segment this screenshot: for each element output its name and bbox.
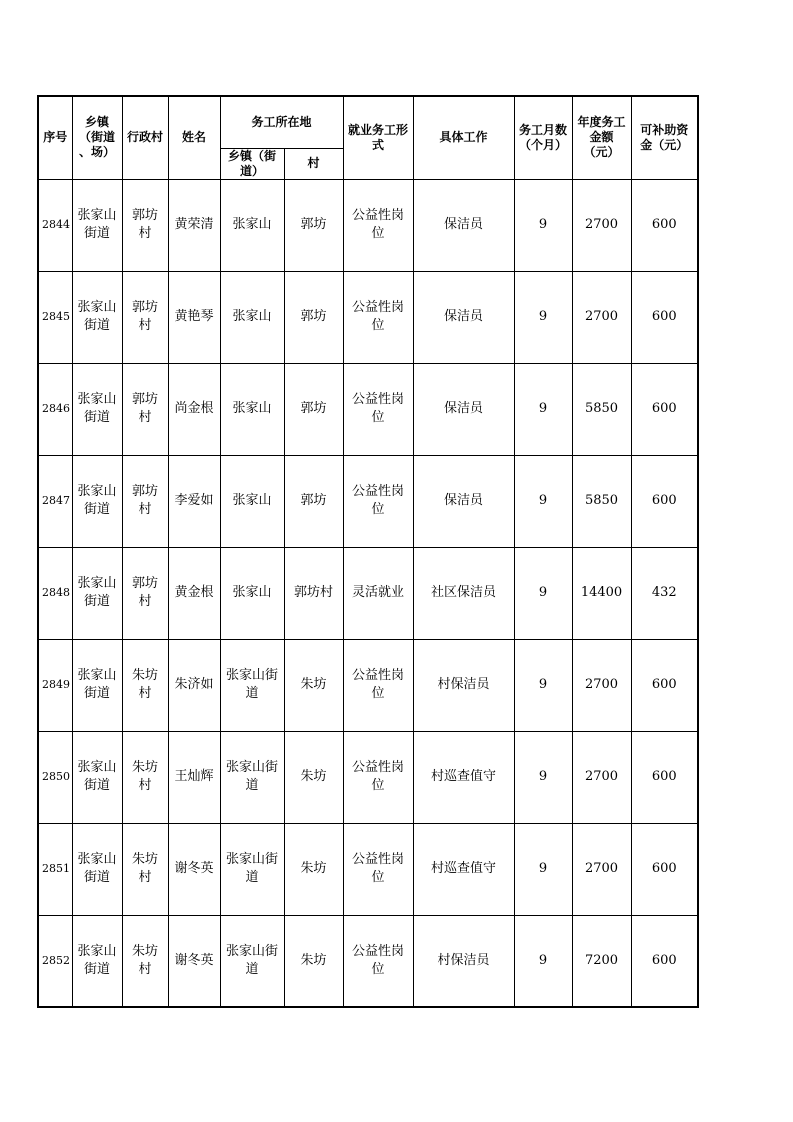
- cell-job-form: 公益性岗 位: [343, 363, 413, 455]
- cell-township: 张家山 街道: [72, 363, 122, 455]
- header-township: 乡镇 （街道 、场）: [72, 96, 122, 179]
- cell-name: 黄荣清: [168, 179, 220, 271]
- table-row: [38, 455, 698, 547]
- cell-loc-township: 张家山: [220, 455, 284, 547]
- cell-annual-amount: 2700: [572, 639, 631, 731]
- cell-township: 张家山 街道: [72, 915, 122, 1007]
- cell-seq: 2844: [38, 179, 72, 271]
- table-row: [38, 639, 698, 731]
- table-row: [38, 547, 698, 639]
- header-row: [38, 96, 698, 148]
- cell-village: 郭坊 村: [122, 547, 168, 639]
- cell-job: 村保洁员: [413, 639, 514, 731]
- cell-job-form: 公益性岗 位: [343, 915, 413, 1007]
- cell-name: 尚金根: [168, 363, 220, 455]
- cell-loc-village: 郭坊村: [284, 547, 343, 639]
- cell-name: 谢冬英: [168, 823, 220, 915]
- header-job: 具体工作: [413, 96, 514, 179]
- header-name: 姓名: [168, 96, 220, 179]
- cell-job-form: 公益性岗 位: [343, 179, 413, 271]
- header-subsidy: 可补助资 金（元）: [631, 96, 698, 179]
- cell-name: 谢冬英: [168, 915, 220, 1007]
- table-row: [38, 823, 698, 915]
- cell-loc-township: 张家山街 道: [220, 639, 284, 731]
- header-work-location: 务工所在地: [220, 96, 343, 148]
- cell-job: 保洁员: [413, 179, 514, 271]
- cell-loc-township: 张家山: [220, 363, 284, 455]
- cell-loc-township: 张家山: [220, 179, 284, 271]
- header-months: 务工月数 （个月）: [514, 96, 572, 179]
- cell-seq: 2848: [38, 547, 72, 639]
- cell-annual-amount: 5850: [572, 363, 631, 455]
- cell-job-form: 公益性岗 位: [343, 455, 413, 547]
- table-row: [38, 363, 698, 455]
- cell-village: 朱坊 村: [122, 731, 168, 823]
- table-row: [38, 179, 698, 271]
- cell-name: 黄艳琴: [168, 271, 220, 363]
- cell-seq: 2851: [38, 823, 72, 915]
- cell-subsidy: 600: [631, 271, 698, 363]
- cell-months: 9: [514, 547, 572, 639]
- cell-subsidy: 600: [631, 363, 698, 455]
- cell-subsidy: 600: [631, 915, 698, 1007]
- cell-village: 朱坊 村: [122, 823, 168, 915]
- cell-annual-amount: 2700: [572, 731, 631, 823]
- cell-name: 王灿辉: [168, 731, 220, 823]
- cell-months: 9: [514, 363, 572, 455]
- cell-loc-village: 朱坊: [284, 639, 343, 731]
- header-loc-village: 村: [284, 148, 343, 179]
- cell-job-form: 公益性岗 位: [343, 639, 413, 731]
- cell-annual-amount: 2700: [572, 823, 631, 915]
- cell-months: 9: [514, 639, 572, 731]
- cell-subsidy: 600: [631, 731, 698, 823]
- cell-subsidy: 432: [631, 547, 698, 639]
- cell-annual-amount: 7200: [572, 915, 631, 1007]
- cell-seq: 2852: [38, 915, 72, 1007]
- cell-subsidy: 600: [631, 179, 698, 271]
- cell-village: 朱坊 村: [122, 915, 168, 1007]
- cell-seq: 2847: [38, 455, 72, 547]
- cell-annual-amount: 5850: [572, 455, 631, 547]
- cell-months: 9: [514, 915, 572, 1007]
- cell-loc-township: 张家山: [220, 547, 284, 639]
- cell-job-form: 灵活就业: [343, 547, 413, 639]
- cell-subsidy: 600: [631, 455, 698, 547]
- cell-loc-township: 张家山街 道: [220, 823, 284, 915]
- cell-loc-village: 朱坊: [284, 915, 343, 1007]
- cell-seq: 2845: [38, 271, 72, 363]
- cell-loc-township: 张家山: [220, 271, 284, 363]
- cell-job-form: 公益性岗 位: [343, 731, 413, 823]
- cell-loc-village: 郭坊: [284, 271, 343, 363]
- header-village: 行政村: [122, 96, 168, 179]
- header-job-form: 就业务工形 式: [343, 96, 413, 179]
- cell-loc-village: 郭坊: [284, 363, 343, 455]
- cell-township: 张家山 街道: [72, 547, 122, 639]
- cell-months: 9: [514, 731, 572, 823]
- cell-loc-village: 朱坊: [284, 731, 343, 823]
- cell-annual-amount: 2700: [572, 271, 631, 363]
- cell-months: 9: [514, 823, 572, 915]
- cell-loc-village: 郭坊: [284, 179, 343, 271]
- employment-subsidy-table: [37, 95, 699, 1008]
- cell-village: 郭坊 村: [122, 271, 168, 363]
- cell-job: 村巡查值守: [413, 823, 514, 915]
- cell-seq: 2849: [38, 639, 72, 731]
- table-row: [38, 731, 698, 823]
- cell-village: 朱坊 村: [122, 639, 168, 731]
- cell-loc-township: 张家山街 道: [220, 915, 284, 1007]
- cell-job: 村保洁员: [413, 915, 514, 1007]
- cell-job: 保洁员: [413, 363, 514, 455]
- cell-job-form: 公益性岗 位: [343, 271, 413, 363]
- cell-job: 保洁员: [413, 455, 514, 547]
- header-seq: 序号: [38, 96, 72, 179]
- cell-seq: 2846: [38, 363, 72, 455]
- cell-village: 郭坊 村: [122, 179, 168, 271]
- header-loc-township: 乡镇（街 道）: [220, 148, 284, 179]
- cell-loc-village: 朱坊: [284, 823, 343, 915]
- header-annual-amount: 年度务工 金额 （元）: [572, 96, 631, 179]
- cell-subsidy: 600: [631, 823, 698, 915]
- table-row: [38, 915, 698, 1007]
- cell-months: 9: [514, 271, 572, 363]
- cell-name: 朱济如: [168, 639, 220, 731]
- cell-township: 张家山 街道: [72, 179, 122, 271]
- cell-township: 张家山 街道: [72, 823, 122, 915]
- cell-job-form: 公益性岗 位: [343, 823, 413, 915]
- cell-job: 保洁员: [413, 271, 514, 363]
- cell-months: 9: [514, 179, 572, 271]
- cell-loc-village: 郭坊: [284, 455, 343, 547]
- cell-village: 郭坊 村: [122, 363, 168, 455]
- cell-township: 张家山 街道: [72, 455, 122, 547]
- cell-subsidy: 600: [631, 639, 698, 731]
- cell-seq: 2850: [38, 731, 72, 823]
- cell-name: 李爱如: [168, 455, 220, 547]
- table-row: [38, 271, 698, 363]
- cell-township: 张家山 街道: [72, 639, 122, 731]
- cell-township: 张家山 街道: [72, 271, 122, 363]
- cell-annual-amount: 2700: [572, 179, 631, 271]
- cell-annual-amount: 14400: [572, 547, 631, 639]
- cell-township: 张家山 街道: [72, 731, 122, 823]
- cell-loc-township: 张家山街 道: [220, 731, 284, 823]
- cell-months: 9: [514, 455, 572, 547]
- cell-name: 黄金根: [168, 547, 220, 639]
- cell-village: 郭坊 村: [122, 455, 168, 547]
- cell-job: 村巡查值守: [413, 731, 514, 823]
- cell-job: 社区保洁员: [413, 547, 514, 639]
